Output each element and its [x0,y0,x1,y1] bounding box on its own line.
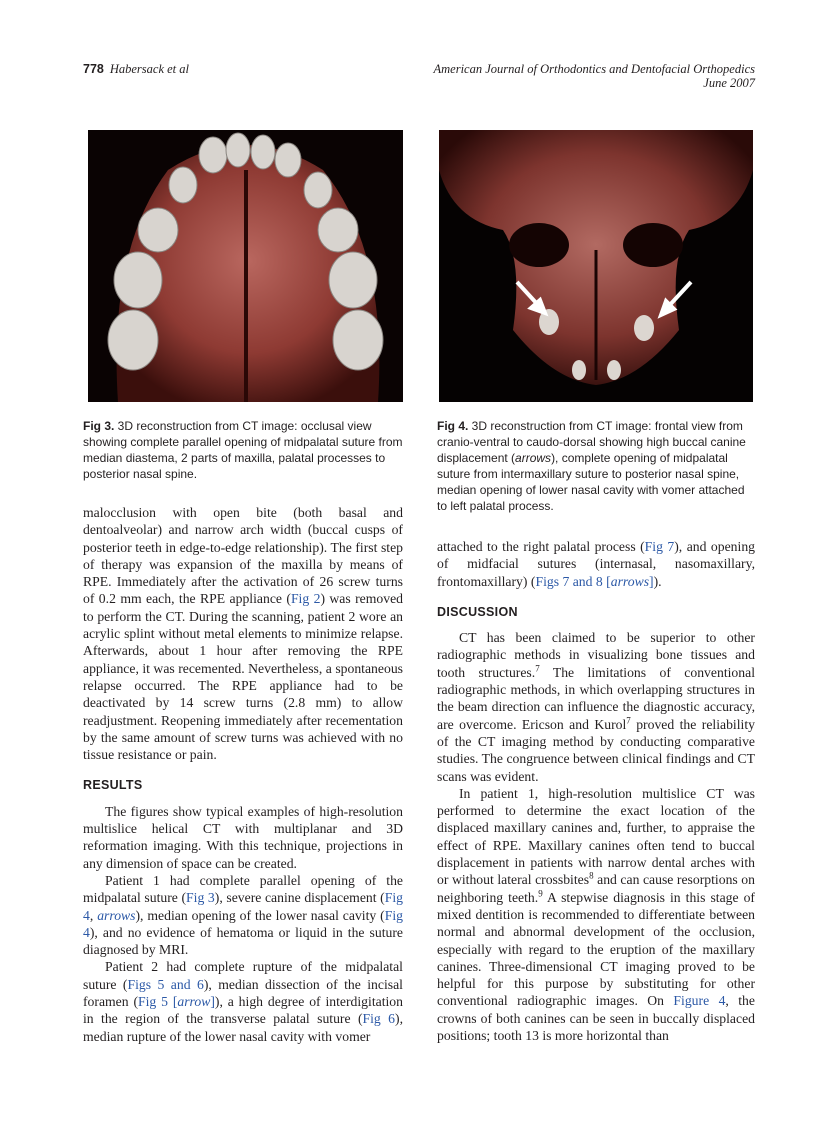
running-header-left [83,62,189,77]
figure-link[interactable]: ] [210,994,215,1010]
text-run: ) was removed to perform the CT. During the scanning, patient 2 wore an acrylic splint without metal elements to minimize relapse. Afterwards, about 1 hour after removing the RPE appliance, it was recemented. Nevertheless, a spontaneous relapse occurred. The RPE appliance had to be deactivated by 14 screw turns (2.8 mm) to allow readjustment. Reopening immediately after recementation by the same amount of screw turns was achieved with no tissue resistance or pain. [83,591,403,763]
figure-label: Fig 4. [437,419,469,433]
page-number: 778 [83,62,104,76]
issue-date: June 2007 [703,76,755,90]
text-run: proved the reliability of the CT imaging method by conducting comparative studies. The congruence between clinical findings and CT scans was evident. [437,716,755,784]
text-run: ), median rupture of the lower nasal cavity with vomer [83,1011,403,1044]
text-run: Patient 2 had complete rupture of the midpalatal suture ( [83,959,403,992]
section-heading: DISCUSSION [437,604,518,619]
text-run: , [89,907,98,923]
text-run: CT has been claimed to be superior to other radiographic methods in visualizing bone tissues and tooth structures. [437,630,755,680]
figure-link[interactable]: Fig 5 [ [138,994,178,1010]
figure-link[interactable]: arrows [97,907,136,923]
figure-link[interactable]: Fig 2 [290,591,321,607]
journal-title: American Journal of Orthodontics and Dentofacial Orthopedics [433,62,755,76]
authors: Habersack et al [109,62,190,76]
figure-link[interactable]: arrows [610,573,650,589]
caption-text: 3D reconstruction from CT image: occlusal view showing complete parallel opening of midpalatal suture from median diastema, 2 parts of maxilla, palatal processes to posterior nasal spine. [83,419,403,481]
figure-link[interactable]: Fig 3 [186,890,215,906]
reference-superscript[interactable]: 7 [626,715,631,726]
figure-4-caption [437,418,757,514]
figure-4-ct-frontal-image [439,130,753,402]
figure-link[interactable]: Figs 5 and 6 [127,976,204,992]
figure-link[interactable]: Figs 7 and 8 [ [535,573,611,589]
body-paragraph [83,872,403,958]
text-run: 3D reconstruction from CT image: frontal view from cranio-ventral to caudo-dorsal showing high buccal canine displacement ( [437,419,746,465]
body-paragraph [437,538,755,590]
figure-link[interactable]: Fig 4 [83,890,403,923]
figure-link[interactable]: ] [649,573,654,589]
reference-superscript[interactable]: 9 [538,888,543,899]
text-run: The figures show typical examples of high-resolution multislice helical CT with multiplanar and 3D reformation imaging. With this technique, projections in any dimension of space can be created. [83,803,403,871]
text-run: Patient 1 had complete parallel opening of the midpalatal suture ( [83,872,403,906]
text-run: ), severe canine displacement ( [214,890,385,906]
figure-3-ct-occlusal-image [88,130,403,402]
figure-link[interactable]: Fig 4 [83,907,404,940]
body-paragraph [83,504,403,763]
text-run: ), a high degree of interdigitation in the region of the transverse palatal suture ( [83,994,403,1027]
figure-3-caption [83,418,403,482]
text-run: A stepwise diagnosis in this stage of mixed dentition is recommended to differentiate between normal and abnormal development of the occlusion, especially with regard to the eruption of the maxillary canines. Three-dimensional CT imaging proved to be helpful for this purpose by substituting for other conventional radiographic images. On [437,889,755,1009]
text-run: ), complete opening of midpalatal suture from intermaxillary suture to posterior nasal spine, median opening of lower nasal cavity with vomer attached to left palatal process. [437,451,745,513]
caption-text [437,419,746,513]
text-run: The limitations of conventional radiographic methods, in which overlapping structures in the beam direction can influence the diagnostic accuracy, are overcome. Ericson and Kurol [437,664,755,732]
right-column-body [437,538,755,1044]
text-run: attached to the right palatal process ( [437,539,645,554]
text-run: and can cause resorptions on neighboring teeth. [437,872,755,905]
italic-text: arrows [515,451,552,465]
body-paragraph [83,958,403,1044]
reference-superscript[interactable]: 8 [589,870,594,881]
text-run: ). [653,573,662,589]
body-paragraph [83,803,403,872]
body-paragraph [437,785,755,1044]
figure-link[interactable]: Figure 4 [673,993,726,1009]
text-run: ), and opening of midfacial sutures (internasal, nasomaxillary, frontomaxillary) ( [437,539,756,589]
text-run: ), and no evidence of hematoma or liquid in the suture diagnosed by MRI. [83,924,403,958]
figure-link[interactable]: Fig 7 [644,539,675,554]
text-run: In patient 1, high-resolution multislice CT was performed to determine the exact location of the displaced maxillary canines and, further, to appraise the effect of RPE. Maxillary canines often tend to buccal displacement in patients with narrow dental arches with or without lateral crossbites [437,785,755,888]
figure-label: Fig 3. [83,419,115,433]
figure-link[interactable]: arrow [177,994,211,1010]
text-run: , the crowns of both canines can be seen in buccally displaced positions; tooth 13 is more horizontal than [437,993,755,1044]
section-heading: RESULTS [83,778,143,793]
reference-superscript[interactable]: 7 [535,663,540,674]
text-run: malocclusion with open bite (both basal and dentoalveolar) and narrow arch width (buccal cusps of posterior teeth in edge-to-edge relationship). The first step of therapy was expansion of the maxilla by means of RPE. Immediately after the activation of 26 screw turns of 0.2 mm each, the RPE appliance ( [83,505,403,607]
left-column-body [83,504,403,1045]
text-run: ), median opening of the lower nasal cavity ( [135,907,385,923]
body-paragraph [437,629,755,785]
running-header-right [434,62,756,90]
text-run: ), median dissection of the incisal foramen ( [83,976,403,1010]
figure-link[interactable]: Fig 6 [362,1011,396,1027]
